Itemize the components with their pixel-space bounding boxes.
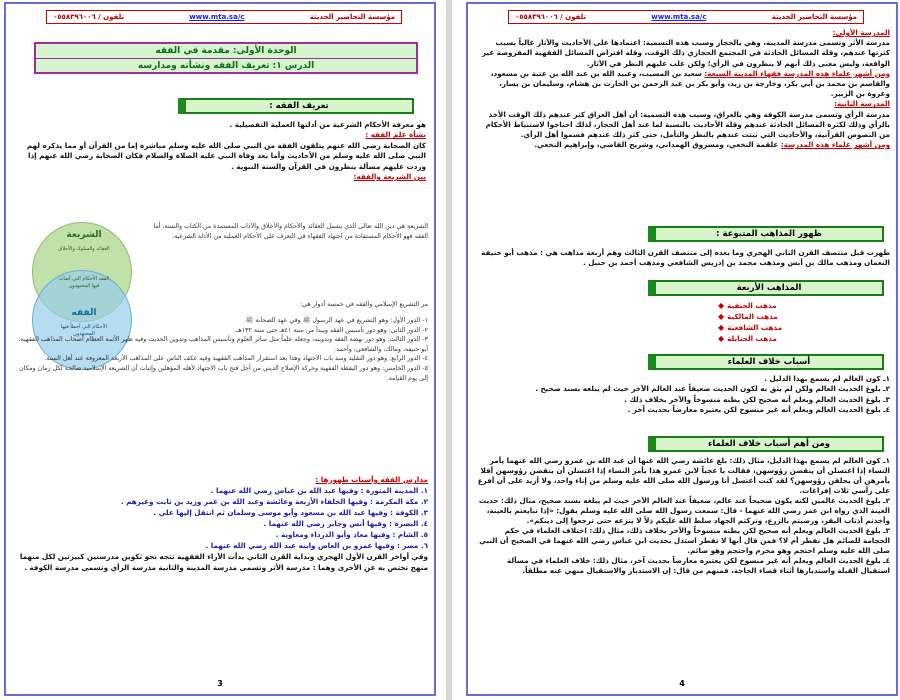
- diamond-bullet-icon: ◆: [718, 301, 725, 310]
- right-page: [466, 2, 898, 696]
- cause-item: ٣ـ بلوغ الحديث العالم ويعلم أنه صحيح لكن يظنه منسوخاً والآخر بخلاف ذلك .: [624, 394, 890, 404]
- section-title-important-causes: ومن أهم أسباب خلاف العلماء: [648, 436, 884, 452]
- closing-paragraph: وفي أواخر القرن الأول الهجري وبداية القرن الثاني بدأت الآراء الفقهية تتجه نحو تكوين مدرستين كبيرتين لكل منهما منهج تختص به عن الأخرى وهما : مدرسة الأثر وتسمى مدرسة المدينة والثانية مدرسة الرأي وتسمى مدرسة الكوفة .: [19, 552, 428, 572]
- list-item: ◆ مذهب المالكية: [718, 312, 778, 321]
- important-cause-item: ١ـ كون العالم لم يسمع بهذا الدليل، مثال ذلك: بلغ عائشة رضي الله عنها أن عبد الله بن عمرو رضي الله عنهما يأمر النساء إذا اغتسلن أن ينقضن رؤوسهن، فقالت يا عجباً لابن عمرو هذا يأمر النساء إذا اغتسلن أن ينقضن رؤوسهن أفلا يأمرهن أن يحلقن رؤوسهن؟ لقد كنت أغتسل أنا ورسول الله صلى الله عليه وسلم من إناء واحد، ولا أزيد على أن أفرغ على رأسي ثلاث إفراغات.: [477, 456, 890, 495]
- stage-item: ٥- الدور الخامس: وهو دور اليقظة الفقهية وحركة الإصلاح الديني من أجل فتح باب الاجتهاد لأهله المؤهلين وإثبات أن الشريعة الإسلامية صالحة لكل زمان ومكان إلى يوم القيامة.: [19, 364, 428, 382]
- page-header: [46, 10, 402, 24]
- causes-list: [476, 374, 890, 416]
- page-number: 3: [217, 679, 223, 688]
- school1-scholars-label: ومن أشهر علماء هذه المدرسة فقهاء المدينة السبعة:: [704, 68, 890, 78]
- school1-scholars: سعيد بن المسيب، وعبيد الله بن عبد الله بن عتبة بن مسعود، والقاسم بن محمد بن أبي بكر، وخارجة بن زيد، وأبو بكر بن عبد الرحمن بن الحارث بن هشام، وسليمان بن يسار، وعروة بن الزبير.: [490, 68, 890, 99]
- school-item: ٤. البصرة : وفيها أنس وجابر رضي الله عنهما .: [263, 519, 428, 528]
- schools-block: [16, 474, 428, 573]
- venn-top-sub: العقائد والسلوك والأخلاق: [58, 246, 110, 252]
- definition-text: هو معرفة الأحكام الشرعية من أدلتها العملية التفصيلية .: [229, 120, 426, 129]
- list-item: ◆ مذهب الشافعية: [718, 323, 783, 332]
- section-title-madhahib: ظهور المذاهب المتبوعة :: [648, 226, 884, 242]
- venn-bottom-sub: الأحكام التي أخطأ فيها المجتهدون: [61, 324, 107, 337]
- school-item: ٥. الشام : وفيها معاذ وأبو الدرداء ومعاوية .: [275, 530, 428, 539]
- stages-intro: مر التشريع الإسلامي والفقه في خمسة أدوار هي:: [300, 301, 428, 308]
- school1-heading: المدرسة الأولى:: [832, 28, 890, 37]
- school-item: ٦. مصر : وفيها عمرو بن العاص وابنه عبد الله رضي الله عنهما .: [205, 541, 428, 550]
- four-madhahib-list: [718, 300, 888, 344]
- cause-item: ١ـ كون العالم لم يسمع بهذا الدليل .: [764, 374, 890, 383]
- venn-middle: الفقه الأحكام التي أصاب فيها المجتهدون: [58, 276, 110, 289]
- lesson-title: الدرس ١: تعريف الفقه ونشأته ومدارسه: [137, 61, 315, 71]
- madhahib-text: ظهرت قبل منتصف القرن الثاني الهجري وما بعده إلى منتصف القرن الثالث وهم أربعة مذاهب هي : مذهب أبو حنيفة النعمان ومذهب مالك بن أنس ومذهب محمد بن إدريس الشافعي ومذهب أحمد بن حنبل .: [481, 248, 890, 268]
- page-gutter: [446, 0, 452, 700]
- section-title-definition: تعريف الفقه :: [178, 98, 414, 114]
- school2-scholars-label: ومن أشهر علماء هذه المدرسة:: [780, 140, 890, 150]
- stage-item: ٤- الدور الرابع: وهو دور التقليد وسد باب الاجتهاد وهذا بعد استقرار المذاهب الفقهية وفيه عكف الناس على المذاهب الأربعة المعروفة عند أهل السنة.: [44, 355, 428, 363]
- website-link[interactable]: www.mta.sa/c: [189, 13, 245, 21]
- stage-item: ٢- الدور الثاني: وهو دور تأسيس الفقه ويبدأ من سنة ٤١هـ حتى سنة ١٣٢هـ.: [234, 326, 428, 334]
- origin-heading: نشأة علم الفقه :: [365, 130, 426, 140]
- school2-text: مدرسة الرأي وتسمى مدرسة الكوفة وهي بالعراق، وسبب هذه التسمية: أن أهل العراق كثر عندهم ذلك الوقت الأخذ بالرأي وذلك لكثرة المسائل الحادثة عندهم وقلة الأحاديث بالنسبة لما عند أهل الحجاز، لذلك احتاجوا لاستنباط الأحكام من النصوص القرآنية، والأحاديث التي ثبتت عندهم بالنظر والتأمل، حتى كثر ذلك عندهم فسموا أهل الرأي.: [485, 109, 890, 140]
- diamond-bullet-icon: ◆: [718, 312, 725, 321]
- unit-title: الوحدة الأولى: مقدمة في الفقه: [36, 44, 416, 59]
- important-cause-item: ٣ـ بلوغ الحديث العالم ويعلم أنه صحيح لكن يظنه منسوخاً والآخر بخلاف ذلك، مثال ذلك: اختلاف العلماء في حكم الحجامة للصائم هل تفطر أم لا؟ فمن قال أنها لا تفطر استدل بحديث ابن عباس رضي الله عنهما في الصحيح أن النبي صلى الله عليه وسلم احتجم وهو محرم واحتجم وهو صائم.: [479, 526, 890, 555]
- cause-item: ٢ـ بلوغ الحديث العالم ولكن لم يثق به لكون الحديث ضعيفاً عند العالم الآخر حيث لم يبلغه بسند صحيح .: [535, 384, 890, 394]
- phone-number: تلفون / ٠٥٥٨٣٩٦٠٠٦: [515, 13, 587, 21]
- phone-number: تلفون / ٠٥٥٨٣٩٦٠٠٦: [53, 13, 125, 21]
- school1-text: مدرسة الأثر وتسمى مدرسة المدينة، وهي بالحجاز وسبب هذه التسمية: اعتمادها على الأحاديث والآثار غالباً بسبب كثرتها عندهم، وقلة المسائل الحادثة في المجتمع الحجازي ذلك الوقت، وقلة افتراض المسائل الفقهية المفروضة غير الواقعة، وليس معنى ذلك أنهم لا ينظرون في الرأي؛ ولكن غلب عليهم النظر في الآثار.: [481, 38, 890, 68]
- cause-item: ٤ـ بلوغ الحديث العالم ويعلم أنه غير منسوخ لكن يعتبره معارضاً بحديث آخر .: [627, 405, 890, 415]
- stage-item: ٣- الدور الثالث: وهو دور نهضة الفقه وتدوينه، وجعله علماً مثل سائر العلوم وتأسيس المذاهب وتدوين الحديث وفيه ظهر الأئمة العظام أصحاب المذاهب الفقهية: أبو حنيفة، ومالك، والشافعي، وأحمد.: [18, 336, 428, 353]
- school-item: ٢. مكة المكرمة : وفيها الخلفاء الأربعة وعائشة وعبد الله بن عمر وزيد بن ثابت وغيرهم .: [120, 497, 428, 506]
- school2-heading: المدرسة الثانية:: [834, 99, 890, 109]
- left-page: [4, 2, 436, 696]
- schools-detail-block: [476, 28, 890, 150]
- diamond-bullet-icon: ◆: [718, 334, 725, 343]
- stages-block: [146, 300, 428, 310]
- diamond-bullet-icon: ◆: [718, 323, 725, 332]
- important-cause-item: ٤ـ بلوغ الحديث العالم ويعلم أنه غير منسوخ لكن يعتبره معارضاً بحديث آخر، مثال ذلك: خلاف العلماء في مسألة استقبال القبلة واستدبارها أثناء قضاء الحاجة، فمنهم من قال: إن الاستدبار والاستقبال منهي عنه مطلقاً.: [507, 556, 890, 575]
- origin-text: كان الصحابة رضي الله عنهم يتلقون الفقه من النبي صلى الله عليه وسلم مباشرة إما من القرآن أو مما يذكره لهم النبي صلى الله عليه وسلم من الأحاديث وأما بعد وفاة النبي عليه الصلاة والسلام فكان الصحابة رضي الله عنهم إذا وردت عليهم مسألة ينظرون في القرآن والسنة النبوية .: [26, 140, 426, 171]
- list-item: ◆ مذهب الحنفية: [718, 301, 777, 310]
- list-item: ◆ مذهب الحنابلة: [718, 334, 777, 343]
- sharia-paragraph: الشريعة هي دين الله تعالى الذي يشمل العقائد والأحكام والأخلاق والآداب المستمدة من الكتاب والسنة، أما الفقه فهو الأحكام المستفادة من اجتهاد الفقهاء في التعرف على الأحكام العملية من الأدلة الشرعية.: [153, 223, 428, 241]
- schools-heading: مدارس الفقه وأسباب ظهورها :: [315, 475, 428, 484]
- stages-list: [16, 316, 428, 383]
- unit-title-box: [34, 42, 418, 74]
- stage-item: ١- الدور الأول: وهو التشريع في عهد الرسول ﷺ وفي عهد الصحابة ﷺ.: [243, 317, 428, 324]
- definition-block: [16, 120, 426, 182]
- venn-top-title: الشريعة: [66, 230, 102, 240]
- relation-heading: بين الشريعة والفقه:: [353, 172, 426, 182]
- venn-bottom-title: الفقه: [71, 308, 97, 318]
- important-cause-item: ٢ـ بلوغ الحديث عالمين لكنه يكون صحيحاً عند عالم، ضعيفاً عند العالم الآخر حيث لم يبلغه بسند صحيح، مثال ذلك: حديث العينة الذي رواه ابن عمر رضي الله عنهما - قال: سمعت رسول الله صلى الله عليه وسلم يقول: «إذا تبايعتم بالعينة، وأخذتم أذناب البقر، ورضيتم بالزرع، وتركتم الجهاد سلط الله عليكم ذلاً لا ينزعه حتى ترجعوا إلى دينكم».: [478, 496, 890, 525]
- page-header: [508, 10, 864, 24]
- school2-scholars: علقمة النخعي، ومسروق الهمداني، وشريح القاضي، وإبراهيم النخعي.: [534, 140, 779, 150]
- org-name: مؤسسة التحاضير الحديثة: [771, 13, 857, 21]
- school-item: ١. المدينة المنورة : وفيها عبد الله بن عباس رضي الله عنهما .: [210, 486, 428, 495]
- important-causes-list: [476, 456, 890, 576]
- section-title-four-madhahib: المذاهب الأربعة: [648, 280, 884, 296]
- school-item: ٣. الكوفة : وفيها عبد الله بن مسعود وأبو موسى وسلمان ثم انتقل إليها علي .: [153, 508, 428, 517]
- page-number: 4: [679, 679, 685, 688]
- org-name: مؤسسة التحاضير الحديثة: [309, 13, 395, 21]
- website-link[interactable]: www.mta.sa/c: [651, 13, 707, 21]
- section-title-causes: أسباب خلاف العلماء: [648, 354, 884, 370]
